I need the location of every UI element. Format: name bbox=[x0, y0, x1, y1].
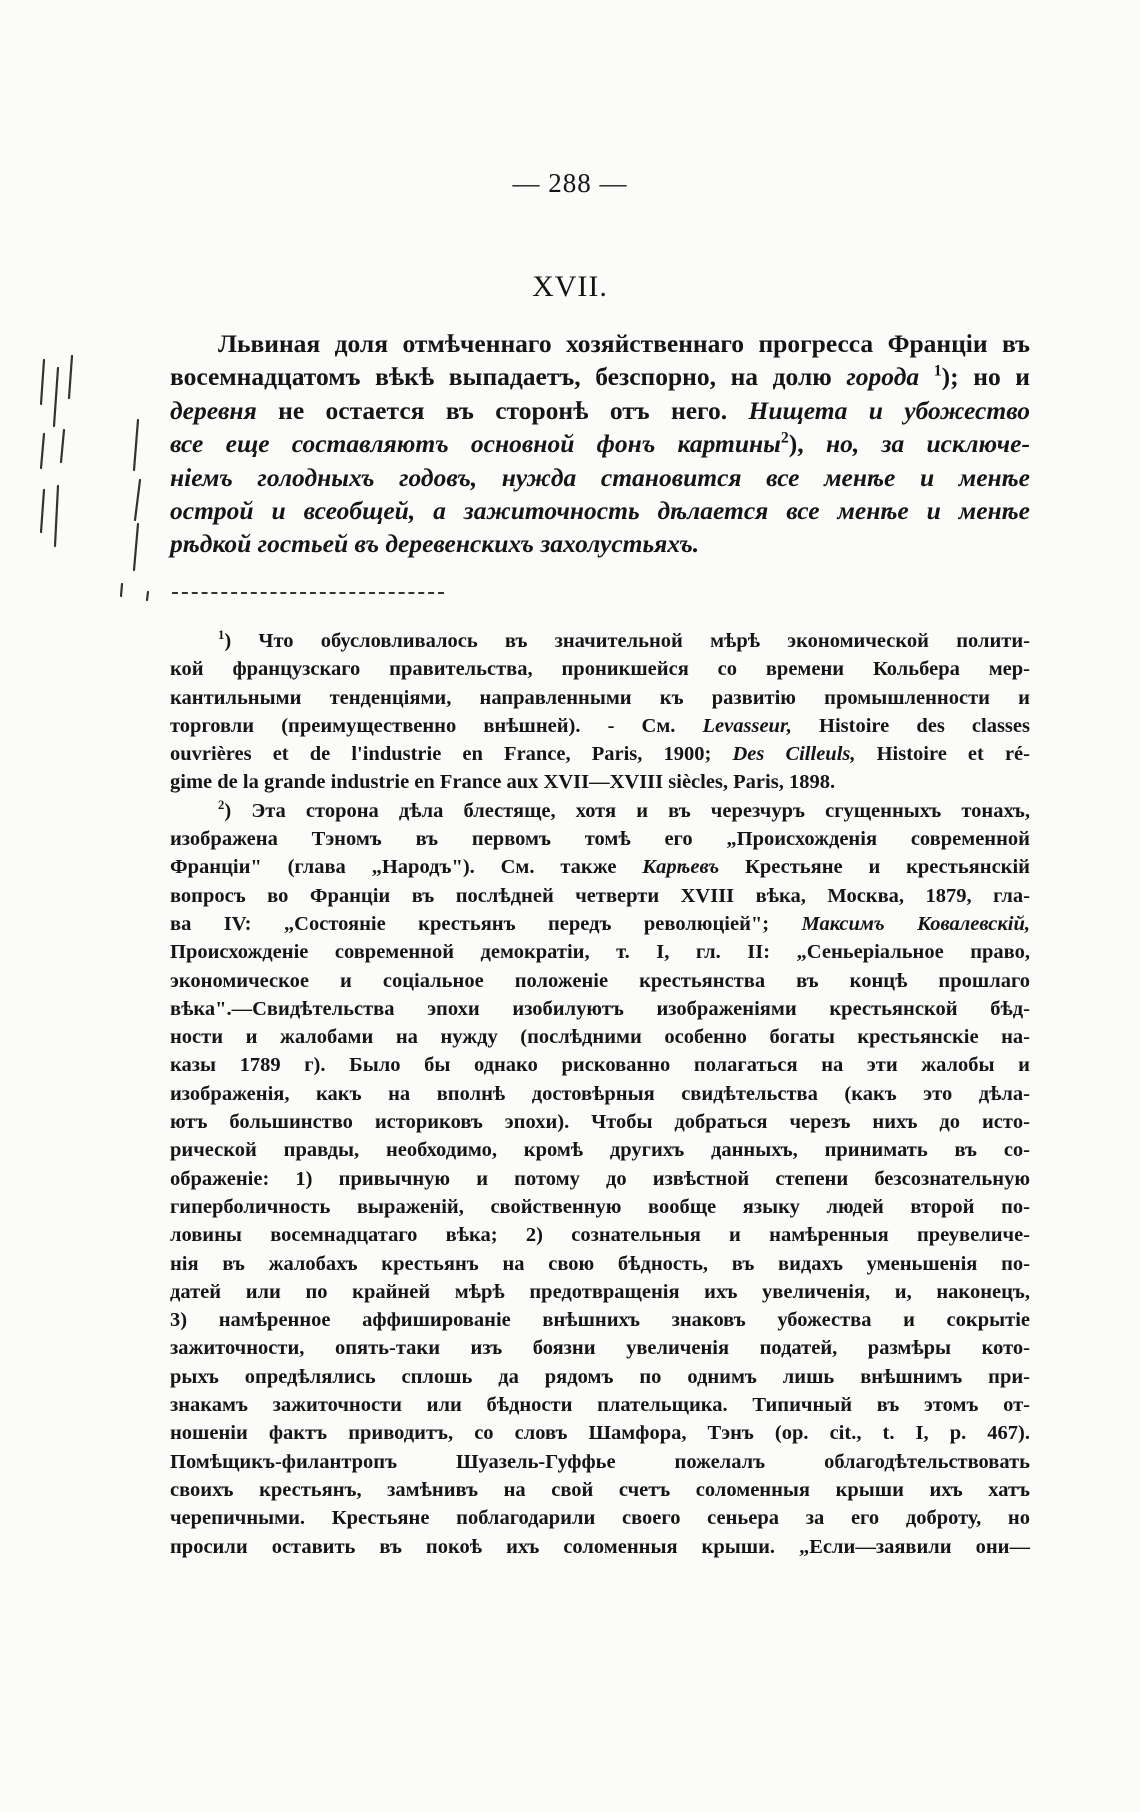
footnote-line bbox=[170, 797, 1030, 825]
footnote-line: кантильными тенденціями, направленными къ развитію промышленности и bbox=[170, 686, 1030, 709]
text-run: ouvrières et de l'industrie en France, Paris, 1900; bbox=[170, 743, 733, 766]
text-run: Крестьяне и крестьянскій bbox=[719, 856, 1030, 879]
footnote-line: рыхъ опредѣлялись сплошь да рядомъ по однимъ лишь внѣшнимъ при- bbox=[170, 1365, 1030, 1388]
text-line bbox=[170, 461, 1030, 494]
italic-run: Максимъ Ковалевскій, bbox=[801, 912, 1030, 935]
footnote-line: своихъ крестьянъ, замѣнивъ на свой счетъ соломенныя крыши ихъ хатъ bbox=[170, 1478, 1030, 1501]
footnote-line bbox=[170, 712, 1030, 740]
footnote-line: изображена Тэномъ въ первомъ томѣ его „Происхожденія современной bbox=[170, 828, 1030, 851]
footnote-separator bbox=[172, 592, 444, 594]
footnote-mark: 1 bbox=[218, 628, 225, 643]
text-run: ва IV: „Состояніе крестьянъ передъ революціей"; bbox=[170, 912, 802, 935]
footnote-line: gime de la grande industrie en France aux XVII—XVIII siècles, Paris, 1898. bbox=[170, 771, 836, 794]
footnote-line: казы 1789 г). Было бы однако рискованно полагаться на эти жалобы и bbox=[170, 1054, 1030, 1077]
footnote-line: экономическое и соціальное положеніе крестьянства въ концѣ прошлаго bbox=[170, 969, 1030, 992]
footnote-mark: 2 bbox=[218, 797, 225, 812]
footnote-line: черепичными. Крестьяне поблагодарили своего сеньера за его доброту, но bbox=[170, 1507, 1030, 1530]
footnote-line: рической правды, необходимо, кромѣ другихъ данныхъ, принимать въ со- bbox=[170, 1139, 1030, 1162]
footnote-ref: 1 bbox=[933, 362, 942, 380]
italic-run: Карѣевъ bbox=[642, 856, 720, 879]
footnote-line bbox=[170, 740, 1030, 768]
footnote-line: ображеніе: 1) привычную и потому до извѣстной степени безсознательную bbox=[170, 1167, 1030, 1190]
italic-run: но, за исключе- bbox=[825, 429, 1030, 459]
italic-run: ніемъ голодныхъ годовъ, нужда становится все менѣе и менѣе bbox=[170, 462, 1030, 492]
text-run: ), bbox=[788, 429, 826, 459]
footnote-line: вѣка".—Свидѣтельства эпохи изобилуютъ изображеніями крестьянской бѣд- bbox=[170, 997, 1030, 1020]
footnote-line: просили оставить въ покоѣ ихъ соломенныя крыши. „Если—заявили они— bbox=[170, 1535, 1030, 1558]
text-run: Histoire et ré- bbox=[855, 743, 1030, 766]
footnote-line bbox=[170, 853, 1030, 881]
text-line bbox=[170, 527, 1030, 560]
text-run: ) Эта сторона дѣла блестяще, хотя и въ черезчуръ сгущенныхъ тонахъ, bbox=[224, 799, 1030, 822]
text-run: Histoire des classes bbox=[791, 714, 1030, 737]
footnote-line: ловины восемнадцатаго вѣка; 2) сознательныя и намѣренныя преувеличе- bbox=[170, 1224, 1030, 1247]
text-line bbox=[170, 394, 1030, 427]
footnote-line: датей или по крайней мѣрѣ предотвращенія ихъ увеличенія, и, наконецъ, bbox=[170, 1280, 1030, 1303]
footnote-line: изображенія, какъ на вполнѣ достовѣрныя свидѣтельства (какъ это дѣла- bbox=[170, 1082, 1030, 1105]
footnote-line: Помѣщикъ-филантропъ Шуазель-Гуффье пожелалъ облагодѣтельствовать bbox=[170, 1450, 1030, 1473]
text-line: Львиная доля отмѣченнаго хозяйственнаго прогресса Франціи въ bbox=[218, 329, 1030, 358]
italic-run: Нищета и убожество bbox=[748, 395, 1030, 425]
footnote-ref: 2 bbox=[780, 429, 789, 447]
footnote-line: вопросъ во Франціи въ послѣдней четверти XVIII вѣка, Москва, 1879, гла- bbox=[170, 884, 1030, 907]
text-run: Франціи" (глава „Народъ"). См. также bbox=[170, 856, 643, 879]
footnote-line: ютъ большинство историковъ эпохи). Чтобы добраться черезъ нихъ до истo- bbox=[170, 1111, 1030, 1134]
footnote-line: кой французскаго правительства, проникшейся со времени Кольбера мер- bbox=[170, 658, 1030, 681]
footnote-line: ности и жалобами на нужду (послѣдними особенно богаты крестьянскіе на- bbox=[170, 1026, 1030, 1049]
footnote-line: гиперболичность выраженій, свойственную вообще языку людей второй по- bbox=[170, 1195, 1030, 1218]
text-run: восемнадцатомъ вѣкѣ выпадаетъ, безспорно, на долю bbox=[170, 362, 847, 392]
italic-run: все еще составляютъ основной фонъ картины bbox=[170, 429, 781, 459]
italic-run: рѣдкой гостьей въ деревенскихъ захолустьяхъ. bbox=[170, 529, 700, 559]
italic-run: города bbox=[846, 362, 920, 392]
text-line bbox=[170, 494, 1030, 527]
text-line bbox=[170, 427, 1030, 460]
footnotes bbox=[170, 627, 1030, 1561]
text-run: не остается въ сторонѣ отъ него. bbox=[256, 395, 749, 425]
text-run: ); но и bbox=[941, 362, 1031, 392]
italic-run: Des Cilleuls, bbox=[732, 743, 856, 766]
footnote-line: зажиточности, опять-таки изъ боязни увеличенія податей, размѣры кото- bbox=[170, 1337, 1030, 1360]
footnote-line bbox=[170, 627, 1030, 655]
footnote-line: ношеніи фактъ приводитъ, со словъ Шамфора, Тэнъ (op. cit., t. I, p. 467). bbox=[170, 1422, 1030, 1445]
footnote-line: знакамъ зажиточности или бѣдности плательщика. Типичный въ этомъ от- bbox=[170, 1394, 1030, 1417]
footnote-line: Происхожденіе современной демократіи, т. I, гл. II: „Сеньеріальное право, bbox=[170, 941, 1030, 964]
main-paragraph bbox=[170, 327, 1030, 561]
page-number: — 288 — bbox=[512, 168, 628, 198]
text-line bbox=[170, 360, 1030, 393]
text-run: ) Что обусловливалось въ значительной мѣрѣ экономической полити- bbox=[224, 630, 1030, 652]
text-run: торговли (преимущественно внѣшней). - См. bbox=[170, 714, 703, 737]
italic-run: острой и всеобщей, а зажиточность дѣлается все менѣе и менѣе bbox=[170, 496, 1030, 526]
footnote-line: нія въ жалобахъ крестьянъ на свою бѣдность, въ видахъ уменьшенія по- bbox=[170, 1252, 1030, 1275]
footnote-line bbox=[170, 910, 1030, 938]
chapter-heading: XVII. bbox=[532, 270, 608, 303]
italic-run: Levasseur, bbox=[702, 714, 792, 737]
italic-run: деревня bbox=[170, 395, 257, 425]
footnote-line: 3) намѣренное аффишированіе внѣшнихъ знаковъ убожества и сокрытіе bbox=[170, 1309, 1030, 1332]
